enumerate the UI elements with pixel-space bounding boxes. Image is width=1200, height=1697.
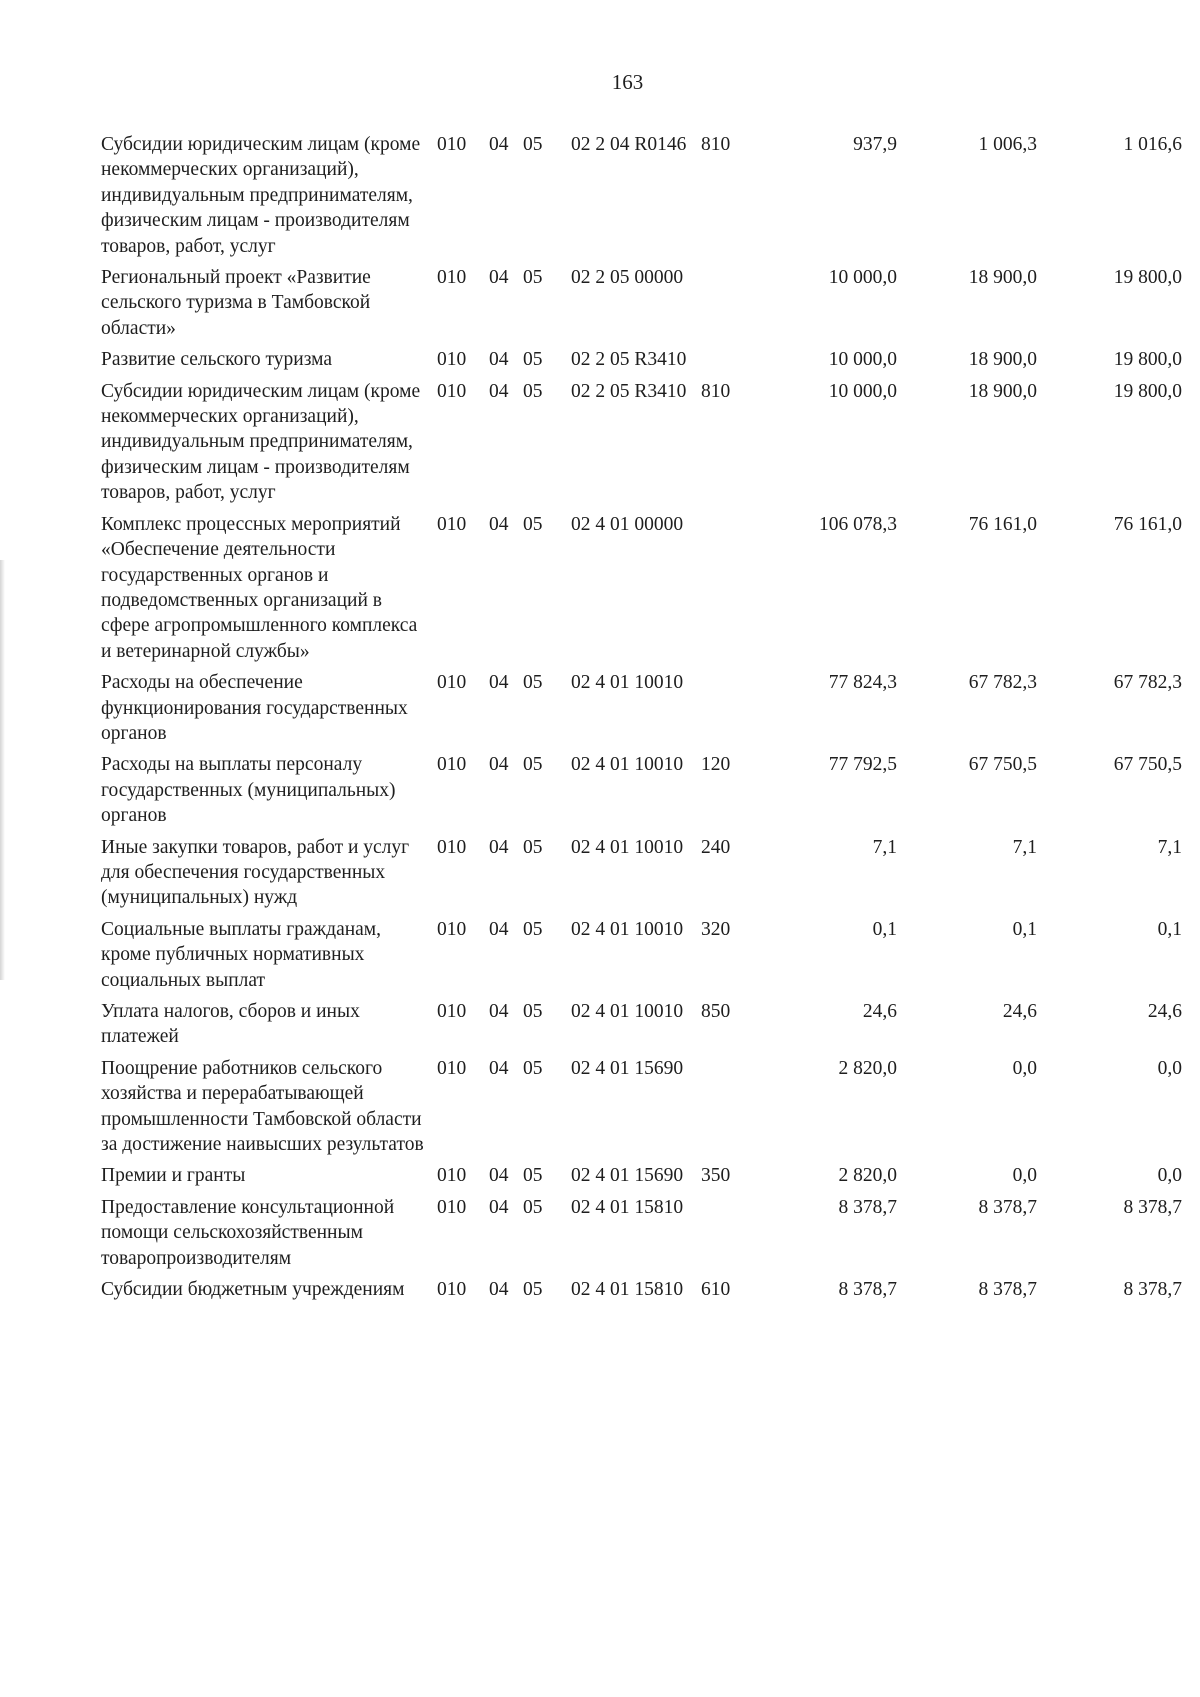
row-target-article: 02 4 01 15690 (571, 1165, 684, 1187)
table-row (101, 347, 1182, 378)
row-target-article: 02 2 05 R3410 (571, 380, 687, 402)
row-subsection: 05 (523, 836, 543, 858)
table-row (101, 132, 1182, 265)
row-name: Предоставление консультационной помощи сельскохозяйственным товаропроизводителям (101, 1196, 395, 1269)
row-expense-type: 240 (701, 836, 731, 858)
table-row (101, 1163, 1182, 1194)
row-amount-year-2: 18 900,0 (968, 267, 1037, 289)
row-amount-year-3: 19 800,0 (1113, 267, 1182, 289)
row-target-article: 02 4 01 10010 (571, 918, 684, 940)
row-name: Развитие сельского туризма (101, 349, 333, 371)
table-row (101, 999, 1182, 1056)
row-amount-year-1: 10 000,0 (828, 267, 897, 289)
row-section: 04 (489, 672, 509, 694)
row-section: 04 (489, 1001, 509, 1022)
page-number: 163 (611, 70, 644, 94)
row-expense-type: 350 (701, 1165, 731, 1187)
row-target-article: 02 4 01 10010 (571, 754, 684, 776)
row-amount-year-1: 2 820,0 (838, 1057, 897, 1079)
row-amount-year-3: 19 800,0 (1113, 380, 1182, 402)
row-name: Премии и гранты (101, 1165, 246, 1187)
row-amount-year-3: 8 378,7 (1123, 1196, 1182, 1218)
row-expense-type (701, 512, 757, 670)
row-amount-year-3: 0,0 (1157, 1057, 1182, 1079)
row-amount-year-3: 76 161,0 (1113, 513, 1182, 535)
row-subsection: 05 (523, 1279, 543, 1301)
row-amount-year-1: 7,1 (872, 836, 897, 858)
row-admin-code: 010 (437, 134, 467, 155)
row-subsection: 05 (523, 1196, 543, 1218)
row-section: 04 (489, 754, 509, 776)
table-row (101, 670, 1182, 752)
row-amount-year-2: 18 900,0 (968, 380, 1037, 402)
row-target-article: 02 2 04 R0146 (571, 134, 687, 155)
row-amount-year-2: 7,1 (1012, 836, 1037, 858)
row-expense-type (701, 670, 757, 752)
row-amount-year-1: 10 000,0 (828, 349, 897, 371)
row-target-article: 02 4 01 15810 (571, 1279, 684, 1301)
row-section: 04 (489, 134, 509, 155)
row-section: 04 (489, 513, 509, 535)
row-admin-code: 010 (437, 1196, 467, 1218)
row-section: 04 (489, 1196, 509, 1218)
row-amount-year-1: 8 378,7 (838, 1279, 897, 1301)
row-name: Поощрение работников сельского хозяйства и перерабатывающей промышленности Тамбовской области за достижение наивысших результатов (101, 1057, 424, 1156)
row-amount-year-1: 8 378,7 (838, 1196, 897, 1218)
row-amount-year-1: 2 820,0 (838, 1165, 897, 1187)
row-admin-code: 010 (437, 1057, 467, 1079)
row-amount-year-2: 76 161,0 (968, 513, 1037, 535)
row-amount-year-2: 8 378,7 (978, 1279, 1037, 1301)
row-section: 04 (489, 1165, 509, 1187)
row-amount-year-2: 24,6 (1002, 1001, 1037, 1022)
row-expense-type (701, 347, 757, 378)
row-target-article: 02 4 01 10010 (571, 1001, 684, 1022)
row-amount-year-2: 8 378,7 (978, 1196, 1037, 1218)
row-subsection: 05 (523, 672, 543, 694)
row-name: Региональный проект «Развитие сельского туризма в Тамбовской области» (101, 267, 371, 339)
row-amount-year-3: 0,1 (1157, 918, 1182, 940)
row-amount-year-1: 937,9 (853, 134, 897, 155)
row-subsection: 05 (523, 918, 543, 940)
row-name: Расходы на выплаты персоналу государственных (муниципальных) органов (101, 754, 396, 827)
scan-edge-shadow (0, 560, 5, 980)
row-subsection: 05 (523, 754, 543, 776)
row-target-article: 02 4 01 00000 (571, 513, 684, 535)
row-amount-year-2: 0,0 (1012, 1165, 1037, 1187)
row-admin-code: 010 (437, 1279, 467, 1301)
row-admin-code: 010 (437, 918, 467, 940)
row-name: Субсидии юридическим лицам (кроме некоммерческих организаций), индивидуальным предпринимателям, физическим лицам - производителям товаров, работ, услуг (101, 134, 421, 257)
row-name: Уплата налогов, сборов и иных платежей (101, 1001, 360, 1048)
row-section: 04 (489, 380, 509, 402)
row-subsection: 05 (523, 267, 543, 289)
row-amount-year-1: 0,1 (872, 918, 897, 940)
table-row (101, 512, 1182, 670)
table-row (101, 265, 1182, 347)
row-name: Комплекс процессных мероприятий «Обеспечение деятельности государственных органов и подведомственных организаций в сфере агропромышленного комплекса и ветеринарной службы» (101, 513, 418, 662)
row-target-article: 02 2 05 00000 (571, 267, 684, 289)
row-subsection: 05 (523, 1057, 543, 1079)
table-row (101, 379, 1182, 512)
table-row (101, 752, 1182, 834)
row-subsection: 05 (523, 380, 543, 402)
row-amount-year-3: 1 016,6 (1123, 134, 1182, 155)
row-expense-type: 120 (701, 754, 731, 776)
row-admin-code: 010 (437, 513, 467, 535)
row-amount-year-2: 0,0 (1012, 1057, 1037, 1079)
row-expense-type (701, 1056, 757, 1164)
row-name: Субсидии юридическим лицам (кроме некоммерческих организаций), индивидуальным предпринимателям, физическим лицам - производителям товаров, работ, услуг (101, 380, 421, 504)
row-amount-year-2: 1 006,3 (978, 134, 1037, 155)
row-subsection: 05 (523, 1165, 543, 1187)
row-amount-year-3: 67 750,5 (1113, 754, 1182, 776)
row-amount-year-2: 67 782,3 (968, 672, 1037, 694)
row-expense-type (701, 265, 757, 347)
table-row (101, 917, 1182, 999)
row-expense-type: 850 (701, 1001, 731, 1022)
row-admin-code: 010 (437, 672, 467, 694)
row-expense-type: 610 (701, 1279, 731, 1301)
table-row (101, 835, 1182, 917)
row-amount-year-3: 8 378,7 (1123, 1279, 1182, 1301)
row-admin-code: 010 (437, 754, 467, 776)
table-row (101, 1056, 1182, 1164)
row-target-article: 02 2 05 R3410 (571, 349, 687, 371)
row-admin-code: 010 (437, 349, 467, 371)
row-amount-year-3: 7,1 (1157, 836, 1182, 858)
row-subsection: 05 (523, 349, 543, 371)
row-subsection: 05 (523, 513, 543, 535)
row-name: Иные закупки товаров, работ и услуг для обеспечения государственных (муниципальных) нужд (101, 836, 410, 909)
row-amount-year-1: 106 078,3 (819, 513, 897, 535)
row-amount-year-1: 10 000,0 (828, 380, 897, 402)
row-expense-type: 810 (701, 380, 731, 402)
row-amount-year-3: 19 800,0 (1113, 349, 1182, 371)
row-subsection: 05 (523, 134, 543, 155)
row-amount-year-3: 67 782,3 (1113, 672, 1182, 694)
row-admin-code: 010 (437, 1001, 467, 1022)
row-admin-code: 010 (437, 267, 467, 289)
row-section: 04 (489, 1279, 509, 1301)
row-section: 04 (489, 918, 509, 940)
row-target-article: 02 4 01 15690 (571, 1057, 684, 1079)
row-section: 04 (489, 349, 509, 371)
table-row (101, 1277, 1182, 1308)
row-section: 04 (489, 267, 509, 289)
row-section: 04 (489, 836, 509, 858)
row-name: Субсидии бюджетным учреждениям (101, 1279, 405, 1301)
row-target-article: 02 4 01 10010 (571, 672, 684, 694)
row-amount-year-2: 18 900,0 (968, 349, 1037, 371)
row-name: Социальные выплаты гражданам, кроме публичных нормативных социальных выплат (101, 918, 382, 991)
row-amount-year-1: 24,6 (862, 1001, 897, 1022)
row-expense-type: 320 (701, 918, 731, 940)
row-amount-year-3: 24,6 (1147, 1001, 1182, 1022)
row-amount-year-1: 77 792,5 (828, 754, 897, 776)
row-expense-type: 810 (701, 134, 731, 155)
table-row (101, 1195, 1182, 1277)
row-name: Расходы на обеспечение функционирования государственных органов (101, 672, 408, 744)
row-target-article: 02 4 01 15810 (571, 1196, 684, 1218)
row-amount-year-3: 0,0 (1157, 1165, 1182, 1187)
row-amount-year-2: 67 750,5 (968, 754, 1037, 776)
row-amount-year-1: 77 824,3 (828, 672, 897, 694)
row-subsection: 05 (523, 1001, 543, 1022)
budget-table-body (101, 132, 1182, 1308)
row-admin-code: 010 (437, 836, 467, 858)
budget-table (101, 132, 1182, 1308)
row-admin-code: 010 (437, 380, 467, 402)
row-expense-type (701, 1195, 757, 1277)
row-section: 04 (489, 1057, 509, 1079)
row-admin-code: 010 (437, 1165, 467, 1187)
row-amount-year-2: 0,1 (1012, 918, 1037, 940)
row-target-article: 02 4 01 10010 (571, 836, 684, 858)
